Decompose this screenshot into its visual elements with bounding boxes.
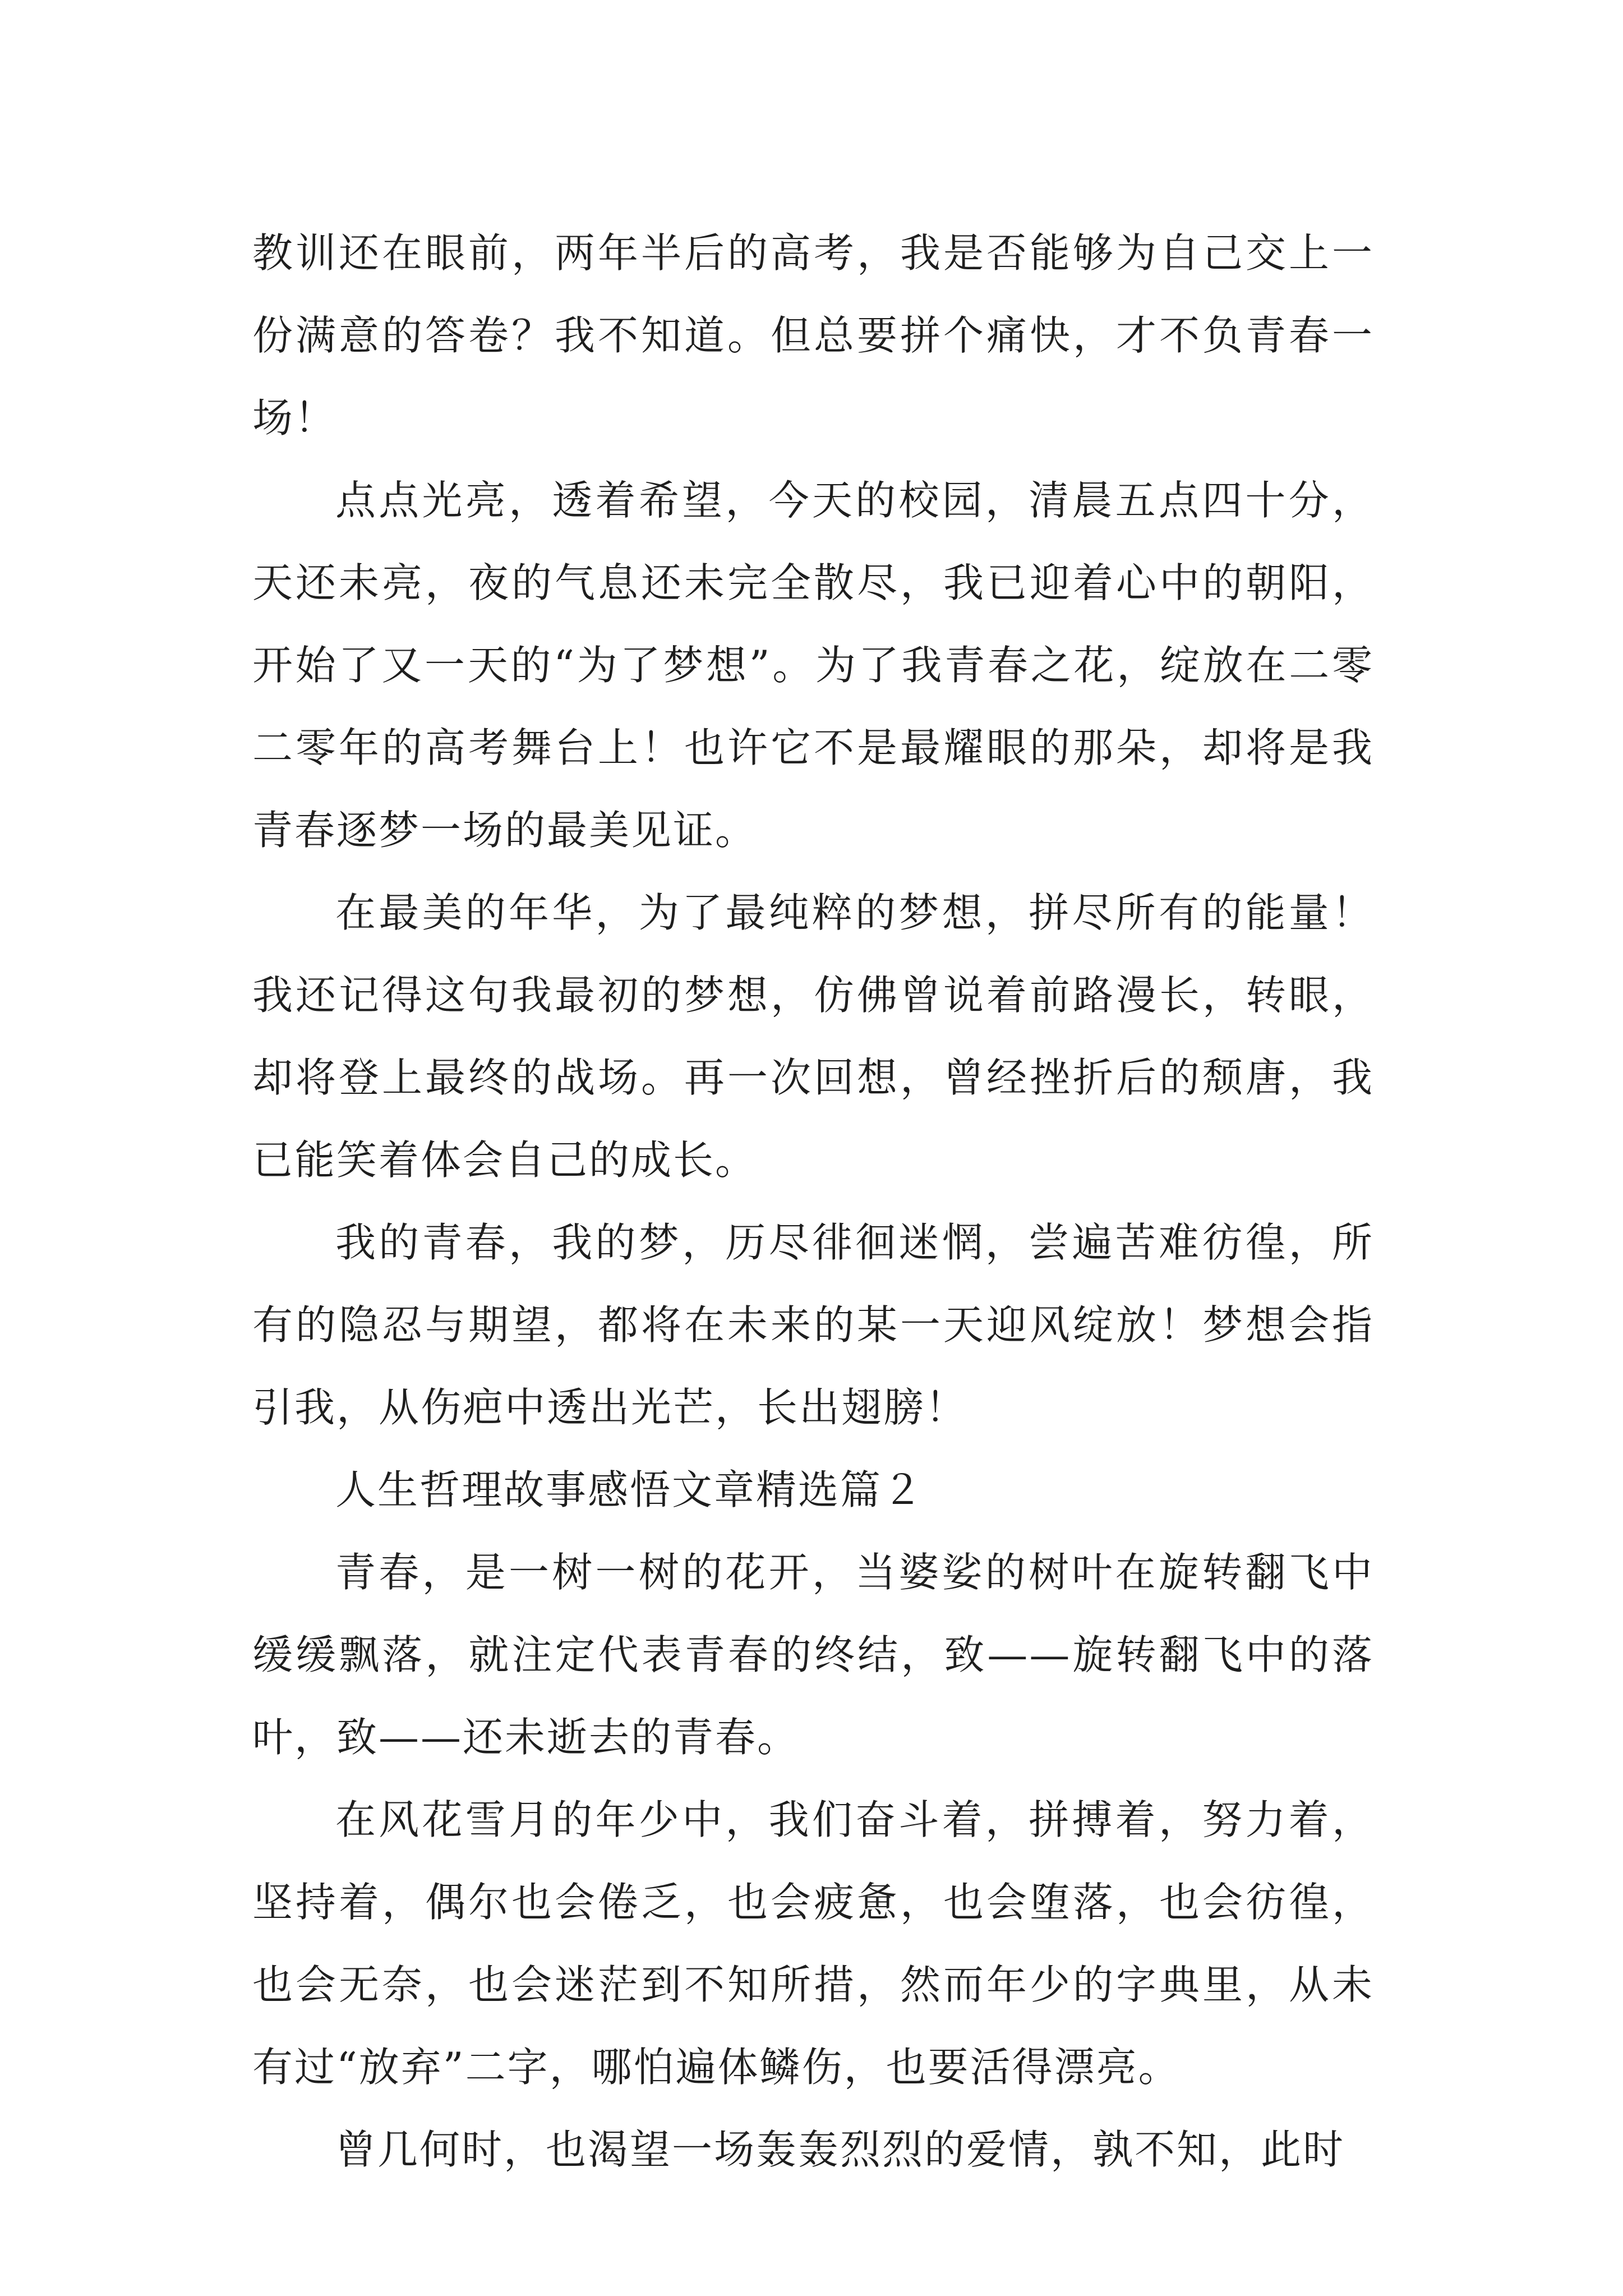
paragraph-4: 我的青春，我的梦，历尽徘徊迷惘，尝遍苦难彷徨，所有的隐忍与期望，都将在未来的某一天迎风绽放！梦想会指引我，从伤疤中透出光芒，长出翅膀！ (252, 1219, 1374, 1431)
paragraph-6: 在风花雪月的年少中，我们奋斗着，拼搏着，努力着，坚持着，偶尔也会倦乏，也会疲惫，也会堕落，也会彷徨，也会无奈，也会迷茫到不知所措，然而年少的字典里，从未有过“放弃”二字，哪怕遍体鳞伤，也要活得漂亮。 (252, 1796, 1374, 2091)
section-heading: 人生哲理故事感悟文章精选篇２ (335, 1466, 925, 1513)
paragraph-7: 曾几何时，也渴望一场轰轰烈烈的爱情，孰不知，此时 (335, 2126, 1345, 2173)
document-body (252, 212, 1374, 2191)
paragraph-2: 点点光亮，透着希望，今天的校园，清晨五点四十分，天还未亮，夜的气息还未完全散尽，我已迎着心中的朝阳，开始了又一天的“为了梦想”。为了我青春之花，绽放在二零二零年的高考舞台上！也许它不是最耀眼的那朵，却将是我青春逐梦一场的最美见证。 (252, 477, 1374, 854)
paragraph-3: 在最美的年华，为了最纯粹的梦想，拼尽所有的能量！我还记得这句我最初的梦想，仿佛曾说着前路漫长，转眼，却将登上最终的战场。再一次回想，曾经挫折后的颓唐，我已能笑着体会自己的成长。 (252, 889, 1374, 1184)
paragraph-1: 教训还在眼前，两年半后的高考，我是否能够为自己交上一份满意的答卷？我不知道。但总要拼个痛快，才不负青春一场！ (252, 229, 1374, 441)
paragraph-5: 青春，是一树一树的花开，当婆娑的树叶在旋转翻飞中缓缓飘落，就注定代表青春的终结，致——旋转翻飞中的落叶，致——还未逝去的青春。 (252, 1549, 1374, 1761)
